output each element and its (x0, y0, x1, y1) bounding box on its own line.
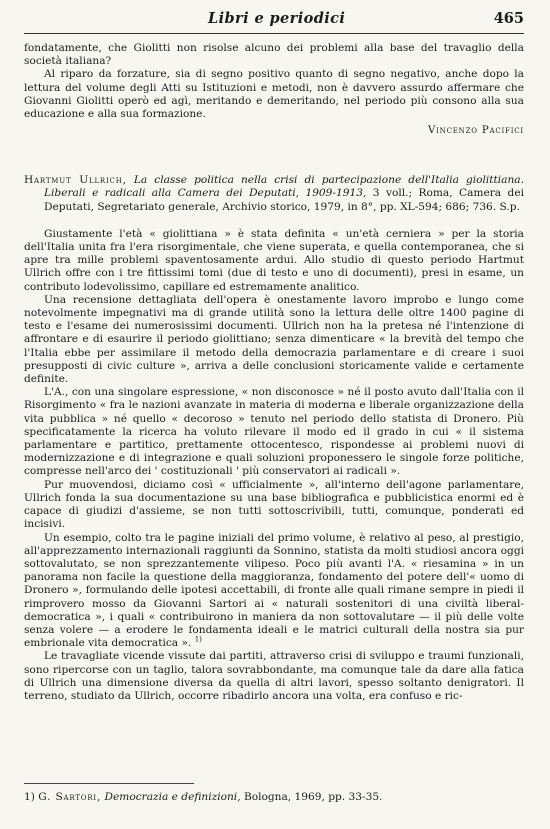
review-author: Hartmut Ullrich, (24, 174, 127, 187)
footnote (24, 791, 524, 804)
review-citation (24, 174, 524, 214)
page-number: 465 (493, 10, 524, 27)
review-body (24, 228, 524, 703)
body-paragraph: Le travagliate vicende vissute dai partiti, attraverso crisi di sviluppo e traumi funzionali, sono ripercorse con un taglio, talora sovrabbondante, ma comunque tale da dare alla fatica di Ullrich una dimensione diversa da quella di altri lavori, spesso soltanto denigratori. Il terreno, studiato da Ullrich, occorre ribadirlo ancora una volta, era confuso e ric- (24, 650, 524, 702)
body-paragraph (24, 532, 524, 651)
closing-paragraph: Al riparo da forzature, sia di segno positivo quanto di segno negativo, anche dopo la lettura del volume degli Atti su Istituzioni e metodi, non è davvero assurdo affermare che Giovanni Giolitti operò ed agì, meritando e demeritando, nel periodo più consono alla sua educazione e alla sua formazione. (24, 68, 524, 121)
body-paragraph: L'A., con una singolare espressione, « non disconosce » né il posto avuto dall'Italia con il Risorgimento « fra le nazioni avanzate in materia di moderna e liberale organizzazione della vita pubblica » né quello « decoroso » tenuto nel periodo dello statista di Dronero. Più specificatamente la ricerca ha voluto rilevare il modo ed il grado in cui « il sistema parlamentare e partitico, prettamente ottocentesco, rispondesse ai problemi nuovi di modernizzazione e di integrazione e quali soluzioni proponessero le singole forze politiche, compresse nell'arco dei ' costituzionali ' più conservatori ai radicali ». (24, 386, 524, 478)
review-details: 3 voll.; Roma, Camera dei Deputati, Segretariato generale, Archivio storico, 1979, in 8°, pp. XL-594; 686; 736. S.p. (44, 187, 524, 213)
running-header (24, 10, 524, 32)
body-paragraph: Una recensione dettagliata dell'opera è onestamente lavoro improbo e lungo come notevolmente impegnativi ma di grande utilità sono la lettura delle oltre 1400 pagine di testo e l'esame dei numerosissimi documenti. Ullrich non ha la pretesa né l'intenzione di affrontare e di esaurire il periodo giolittiano; senza dimenticare « la brevità del tempo che l'Italia ebbe per assimilare il metodo della democrazia parlamentare e di creare i suoi presupposti di civic culture », arriva a delle conclusioni storicamente valide e certamente definite. (24, 293, 524, 386)
body-paragraph: Pur muovendosi, diciamo così « ufficialmente », all'interno dell'agone parlamentare, Ullrich fonda la sua documentazione su una base bibliografica e pubblicistica enormi ed è capace di giudizi d'assieme, se non tutti sottoscrivibili, tutti, comunque, ponderati ed incisivi. (24, 478, 524, 531)
body-paragraph-text: Un esempio, colto tra le pagine iniziali del primo volume, è relativo al peso, al prestigio, all'apprezzamento internazionali raggiunti da Sonnino, statista da molti studiosi ancora oggi sottovalutato, se non sprezzantemente vilipeso. Poco più avanti l'A. « riesamina » in un panorama non facile la questione della maggioranza, fondamento del potere dell'« uomo di Dronero », formulando delle ipotesi accettabili, di fronte alle quali rimane sempre in piedi il rimprovero mosso da Giovanni Sartori ai « naturali sostenitori di una civiltà liberal-democratica », i quali « contribuirono in maniera da non sottovalutare — il più delle volte senza volere — a erodere le fondamenta ideali e le matrici culturali della nostra sia pur embrionale vita democratica ». (24, 531, 524, 650)
footnote-rest: Bologna, 1969, pp. 33-35. (243, 791, 383, 803)
reviewer-signature: Vincenzo Pacifici (427, 125, 524, 137)
footnote-marker: 1) (24, 791, 35, 803)
review-title: La classe politica nella crisi di partecipazione dell'Italia giolittiana. Liberali e radicali alla Camera dei Deputati, 1909-1913, (44, 174, 524, 200)
carry-over-paragraph: fondatamente, che Giolitti non risolse alcuno dei problemi alla base del travaglio della società italiana? (24, 42, 524, 68)
running-title: Libri e periodici (208, 10, 346, 27)
footnote-rule (24, 783, 194, 784)
footnote-author: G. Sartori, (38, 791, 102, 803)
footnote-title: Democrazia e definizioni, (104, 791, 241, 803)
header-rule (24, 33, 524, 34)
body-paragraph: Giustamente l'età « giolittiana » è stata definita « un'età cerniera » per la storia dell'Italia unita fra l'era risorgimentale, che viene superata, e quella contemporanea, che si apre tra mille problemi spaventosamente ardui. Allo studio di questo periodo Hartmut Ullrich offre con i tre fittissimi tomi (due di testo e uno di documenti), presi in esame, un contributo lodevolissimo, capillare ed estremamente analitico. (24, 227, 524, 293)
footnote-reference: 1) (194, 635, 202, 644)
